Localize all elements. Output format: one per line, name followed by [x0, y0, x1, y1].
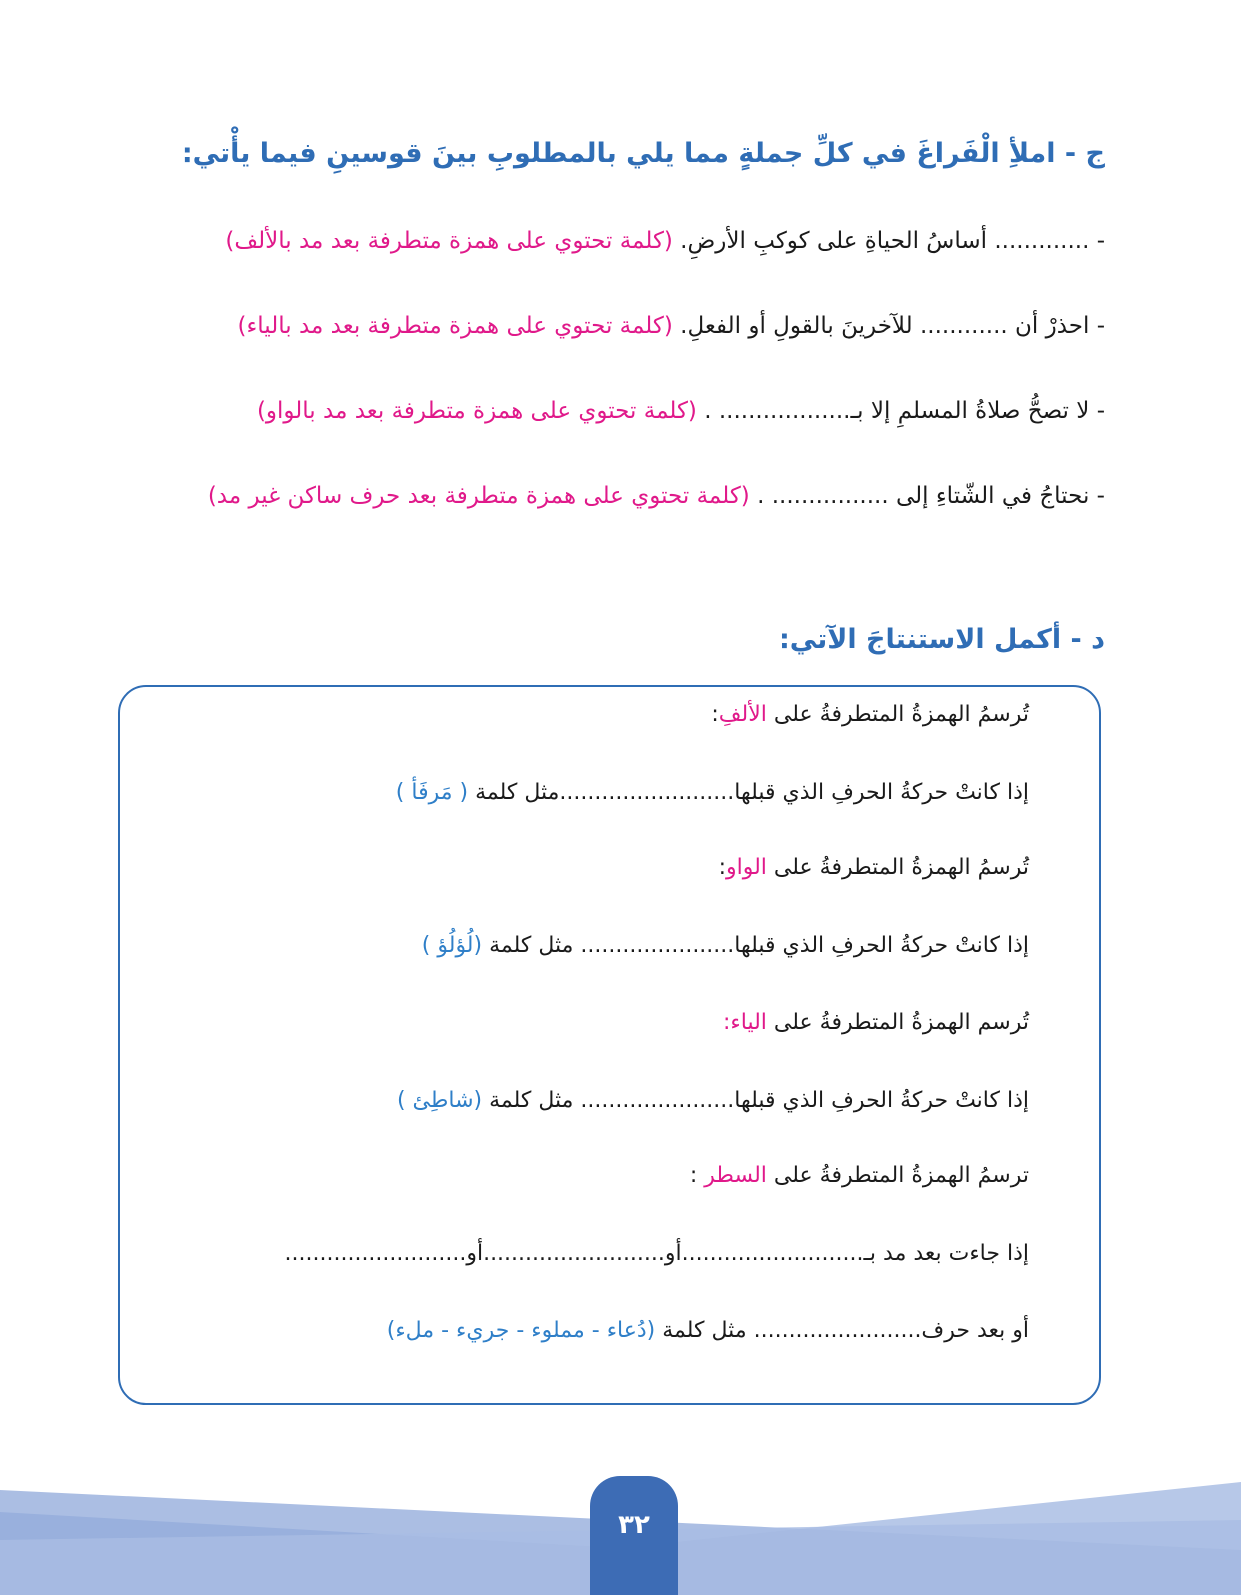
- line-highlight: الياء:: [723, 1010, 767, 1035]
- line-example: ( مَرفَأ ): [395, 780, 469, 805]
- fill-item-hint: (كلمة تحتوي على همزة متطرفة بعد حرف ساكن غير مد): [207, 483, 750, 509]
- line-text: ترسمُ الهمزةُ المتطرفةُ على: [766, 1163, 1029, 1188]
- section-c-heading: ج - املأِ الْفَراغَ في كلِّ جملةٍ مما يلي بالمطلوبِ بينَ قوسينِ فيما يأْتي:: [181, 138, 1105, 169]
- fill-item-text: - نحتاجُ في الشّتاءِ إلى ................ .: [749, 483, 1105, 509]
- line-example: (دُعاء - مملوء - جريء - ملء): [386, 1318, 656, 1343]
- line-highlight: الواو: [726, 855, 767, 880]
- line-suffix: :: [689, 1163, 705, 1188]
- conclusion-line-9: [387, 1318, 1029, 1343]
- conclusion-line-2: [396, 780, 1029, 805]
- fill-item-hint: (كلمة تحتوي على همزة متطرفة بعد مد بالياء): [237, 313, 673, 339]
- fill-item-text: - ............. أساسُ الحياةِ على كوكبِ الأرضِ.: [672, 228, 1105, 254]
- line-example: (لُؤلُؤ ): [421, 933, 483, 958]
- line-highlight: الألفِ: [718, 702, 767, 727]
- conclusion-line-5: [723, 1010, 1029, 1035]
- fill-item-text: - لا تصحُّ صلاةُ المسلمِ إلا بـ.................. .: [696, 398, 1105, 424]
- fill-item-4: [208, 483, 1105, 509]
- page-number: ٣٢: [618, 1510, 650, 1540]
- conclusion-line-6: [397, 1088, 1029, 1113]
- fill-item-hint: (كلمة تحتوي على همزة متطرفة بعد مد بالألف): [225, 228, 673, 254]
- line-text: إذا كانتْ حركةُ الحرفِ الذي قبلها.........................مثل كلمة: [468, 780, 1029, 805]
- conclusion-line-4: [422, 933, 1029, 958]
- fill-item-3: [257, 398, 1105, 424]
- conclusion-line-8: [285, 1241, 1029, 1266]
- line-text: إذا جاءت بعد مد بـ..........................أو..........................أو..........................: [284, 1241, 1029, 1266]
- section-d-heading: د - أكمل الاستنتاجَ الآتي:: [778, 624, 1105, 655]
- line-text: أو بعد حرف........................ مثل كلمة: [655, 1318, 1029, 1343]
- line-text: إذا كانتْ حركةُ الحرفِ الذي قبلها...................... مثل كلمة: [482, 933, 1029, 958]
- conclusion-line-1: [711, 702, 1029, 727]
- conclusion-line-3: [719, 855, 1029, 880]
- fill-item-2: [238, 313, 1106, 339]
- line-text: تُرسم الهمزةُ المتطرفةُ على: [766, 1010, 1029, 1035]
- fill-item-1: [225, 228, 1105, 254]
- line-suffix: :: [718, 855, 726, 880]
- line-text: تُرسمُ الهمزةُ المتطرفةُ على: [766, 702, 1029, 727]
- line-suffix: :: [711, 702, 719, 727]
- line-highlight: السطر: [704, 1163, 767, 1188]
- line-text: إذا كانتْ حركةُ الحرفِ الذي قبلها...................... مثل كلمة: [482, 1088, 1029, 1113]
- line-text: تُرسمُ الهمزةُ المتطرفةُ على: [766, 855, 1029, 880]
- line-example: (شاطِئ ): [396, 1088, 483, 1113]
- fill-item-text: - احذرْ أن ............ للآخرينَ بالقولِ أو الفعلِ.: [672, 313, 1105, 339]
- fill-item-hint: (كلمة تحتوي على همزة متطرفة بعد مد بالواو): [256, 398, 697, 424]
- conclusion-line-7: [690, 1163, 1029, 1188]
